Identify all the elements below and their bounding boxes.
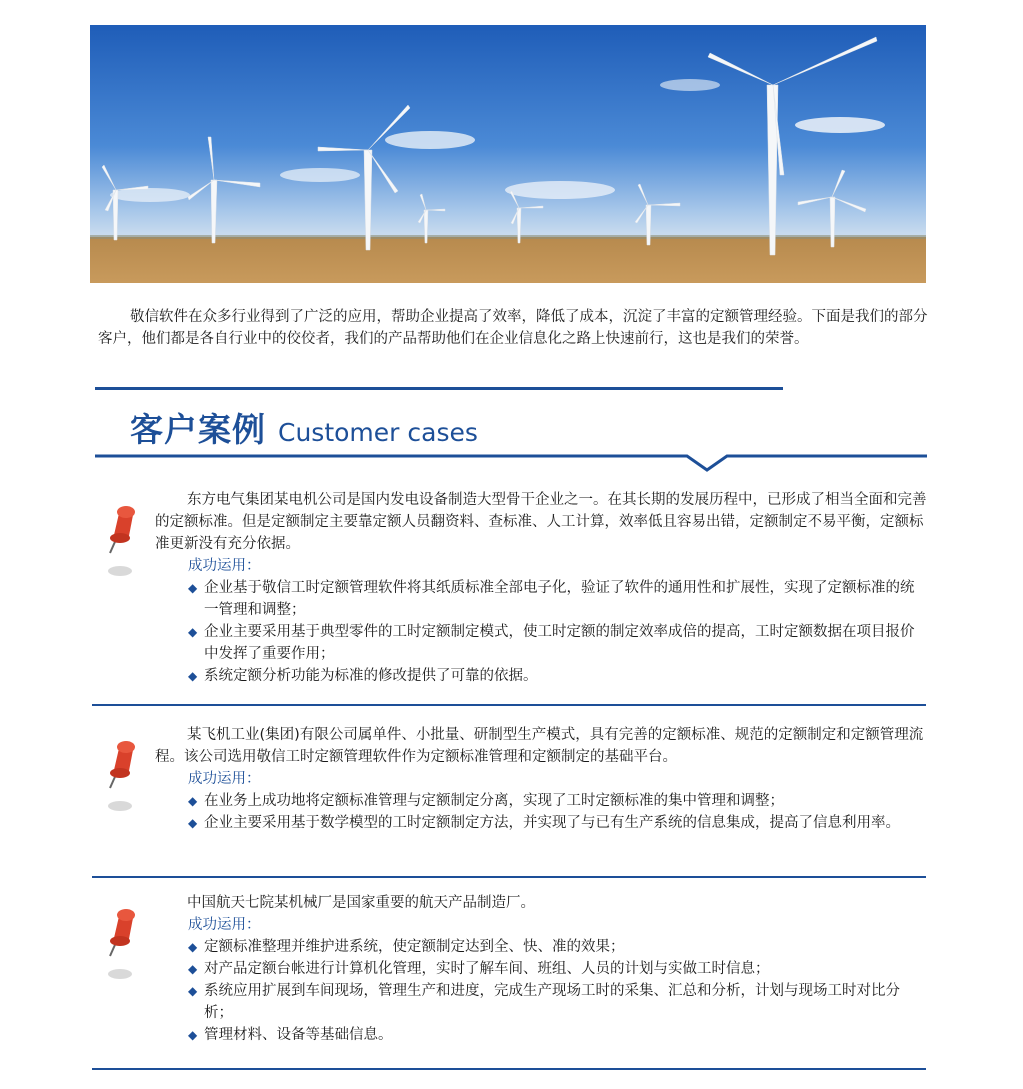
case-description: 东方电气集团某电机公司是国内发电设备制造大型骨干企业之一。在其长期的发展历程中，已形成了相当全面和完善的定额标准。但是定额制定主要靠定额人员翻资料、查标准、人工计算，效率低且容易出错，定额制定不易平衡，定额标准更新没有充分依据。 bbox=[155, 492, 927, 552]
case-description: 某飞机工业(集团)有限公司属单件、小批量、研制型生产模式，具有完善的定额标准、规范的定额制定和定额管理流程。该公司选用敬信工时定额管理软件作为定额标准管理和定额制定的基础平台。 bbox=[155, 727, 924, 765]
success-item: ◆ 定额标准整理并维护进系统，使定额制定达到全、快、准的效果； bbox=[188, 936, 928, 958]
success-label: 成功运用： bbox=[188, 558, 261, 574]
case-item bbox=[92, 892, 928, 1062]
case-divider bbox=[92, 876, 926, 878]
success-item: ◆ 管理材料、设备等基础信息。 bbox=[188, 1024, 928, 1046]
case-item bbox=[92, 724, 928, 864]
case-description: 中国航天七院某机械厂是国家重要的航天产品制造厂。 bbox=[187, 895, 535, 911]
success-item: ◆ 系统应用扩展到车间现场，管理生产和进度，完成生产现场工时的采集、汇总和分析，计划与现场工时对比分析； bbox=[188, 980, 928, 1024]
pushpin-icon bbox=[100, 501, 140, 581]
section-title bbox=[130, 404, 478, 454]
success-item: ◆ 企业基于敬信工时定额管理软件将其纸质标准全部电子化，验证了软件的通用性和扩展性，实现了定额标准的统一管理和调整； bbox=[188, 577, 928, 621]
section-title-cn: 客户案例 bbox=[130, 410, 266, 449]
success-list bbox=[188, 577, 928, 687]
case-divider bbox=[92, 1068, 926, 1070]
success-item: ◆ 对产品定额台帐进行计算机化管理，实时了解车间、班组、人员的计划与实做工时信息； bbox=[188, 958, 928, 980]
success-item: ◆ 企业主要采用基于数学模型的工时定额制定方法，并实现了与已有生产系统的信息集成，提高了信息利用率。 bbox=[188, 812, 928, 834]
success-list bbox=[188, 936, 928, 1046]
pushpin-icon bbox=[100, 904, 140, 984]
success-list bbox=[188, 790, 928, 834]
success-item: ◆ 系统定额分析功能为标准的修改提供了可靠的依据。 bbox=[188, 665, 928, 687]
pushpin-icon bbox=[100, 736, 140, 816]
case-item bbox=[92, 489, 928, 689]
section-title-en: Customer cases bbox=[278, 418, 478, 447]
section-top-rule bbox=[95, 387, 783, 390]
section-bottom-rule bbox=[95, 451, 927, 475]
success-item: ◆ 在业务上成功地将定额标准管理与定额制定分离，实现了工时定额标准的集中管理和调整； bbox=[188, 790, 928, 812]
hero-wind-turbine-image bbox=[90, 25, 926, 283]
success-label: 成功运用： bbox=[188, 917, 261, 933]
case-divider bbox=[92, 704, 926, 706]
intro-paragraph: 敬信软件在众多行业得到了广泛的应用，帮助企业提高了效率，降低了成本，沉淀了丰富的定额管理经验。下面是我们的部分客户，他们都是各自行业中的佼佼者，我们的产品帮助他们在企业信息化之路上快速前行，这也是我们的荣誉。 bbox=[98, 308, 928, 347]
success-item: ◆ 企业主要采用基于典型零件的工时定额制定模式，使工时定额的制定效率成倍的提高，工时定额数据在项目报价中发挥了重要作用； bbox=[188, 621, 928, 665]
success-label: 成功运用： bbox=[188, 771, 261, 787]
